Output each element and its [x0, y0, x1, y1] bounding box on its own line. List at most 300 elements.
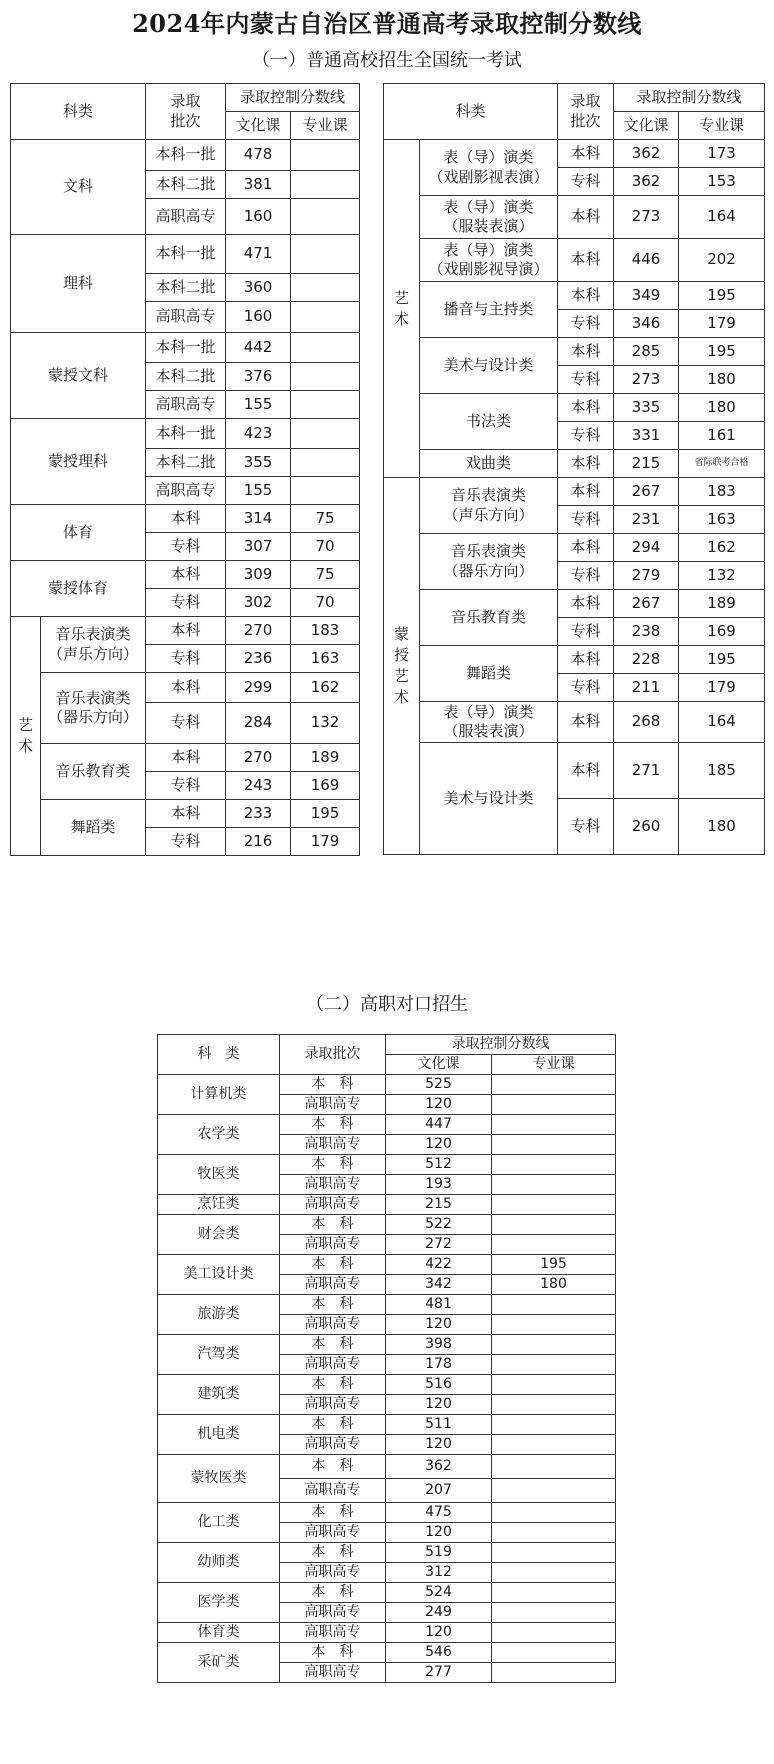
culture-score: 285 — [614, 338, 679, 366]
batch-cell: 高职高专 — [280, 1523, 386, 1543]
culture-score: 160 — [226, 302, 291, 333]
culture-score: 120 — [386, 1135, 492, 1155]
major-score: 183 — [679, 478, 765, 506]
major-score — [492, 1435, 616, 1455]
culture-score: 331 — [614, 422, 679, 450]
culture-score: 272 — [386, 1235, 492, 1255]
culture-score: 522 — [386, 1215, 492, 1235]
major-score — [492, 1415, 616, 1435]
vocational-category: 烹饪类 — [158, 1195, 280, 1215]
culture-score: 279 — [614, 562, 679, 590]
culture-score: 312 — [386, 1563, 492, 1583]
batch-cell: 专科 — [558, 674, 614, 702]
culture-score: 120 — [386, 1623, 492, 1643]
batch-cell: 本 科 — [280, 1115, 386, 1135]
batch-cell: 本科 — [558, 478, 614, 506]
batch-cell: 本科二批 — [146, 363, 226, 391]
vocational-table — [157, 1034, 616, 1683]
culture-score: 447 — [386, 1115, 492, 1135]
table-row — [11, 800, 360, 828]
culture-score: 516 — [386, 1375, 492, 1395]
table-row — [158, 1215, 616, 1235]
culture-score: 231 — [614, 506, 679, 534]
culture-score: 178 — [386, 1355, 492, 1375]
culture-score: 422 — [386, 1255, 492, 1275]
art-subcategory: 舞蹈类 — [41, 800, 146, 856]
major-score — [492, 1503, 616, 1523]
header-culture: 文化课 — [614, 112, 679, 140]
batch-cell: 专科 — [146, 703, 226, 744]
batch-cell: 本科一批 — [146, 419, 226, 449]
major-score: 180 — [679, 366, 765, 394]
culture-score: 273 — [614, 366, 679, 394]
vocational-category: 化工类 — [158, 1503, 280, 1543]
art-subcategory: 音乐表演类 （器乐方向） — [420, 534, 558, 590]
major-score — [492, 1479, 616, 1503]
table-row — [158, 1295, 616, 1315]
culture-score: 120 — [386, 1435, 492, 1455]
major-score — [492, 1075, 616, 1095]
batch-cell: 专科 — [558, 562, 614, 590]
table-row — [11, 561, 360, 589]
table-row — [158, 1643, 616, 1663]
batch-cell: 本科 — [558, 338, 614, 366]
header-score-line: 录取控制分数线 — [614, 84, 765, 112]
art-subcategory: 音乐表演类 （声乐方向） — [420, 478, 558, 534]
art-category: 艺 术 — [384, 140, 420, 478]
major-score: 173 — [679, 140, 765, 168]
major-score: 189 — [679, 590, 765, 618]
culture-score: 273 — [614, 196, 679, 239]
major-score: 161 — [679, 422, 765, 450]
culture-score: 238 — [614, 618, 679, 646]
culture-score: 362 — [614, 168, 679, 196]
culture-score: 233 — [226, 800, 291, 828]
table-row — [158, 1583, 616, 1603]
group-name: 体育 — [11, 505, 146, 561]
culture-score: 471 — [226, 235, 291, 274]
table-row — [11, 744, 360, 772]
batch-cell: 本科 — [146, 505, 226, 533]
batch-cell: 高职高专 — [280, 1355, 386, 1375]
batch-cell: 高职高专 — [146, 391, 226, 419]
header-culture: 文化课 — [386, 1055, 492, 1075]
culture-score: 478 — [226, 140, 291, 171]
major-score — [492, 1355, 616, 1375]
major-score — [291, 449, 360, 477]
major-score — [492, 1295, 616, 1315]
culture-score: 284 — [226, 703, 291, 744]
major-score — [492, 1623, 616, 1643]
culture-score: 155 — [226, 477, 291, 505]
table-row — [158, 1455, 616, 1479]
major-score: 179 — [679, 310, 765, 338]
major-score — [492, 1175, 616, 1195]
culture-score: 299 — [226, 673, 291, 703]
vocational-category: 体育类 — [158, 1623, 280, 1643]
art-subcategory: 音乐教育类 — [420, 590, 558, 646]
batch-cell: 专科 — [558, 168, 614, 196]
major-score: 202 — [679, 239, 765, 282]
header-major: 专业课 — [291, 112, 360, 140]
culture-score: 120 — [386, 1095, 492, 1115]
culture-score: 120 — [386, 1523, 492, 1543]
table-row — [158, 1503, 616, 1523]
culture-score: 160 — [226, 199, 291, 235]
major-score: 163 — [679, 506, 765, 534]
table-row — [158, 1623, 616, 1643]
batch-cell: 本 科 — [280, 1335, 386, 1355]
batch-cell: 高职高专 — [280, 1135, 386, 1155]
table-row — [11, 140, 360, 171]
general-exam-right-table — [383, 83, 765, 855]
vocational-category: 幼师类 — [158, 1543, 280, 1583]
vocational-category: 医学类 — [158, 1583, 280, 1623]
art-subcategory: 美术与设计类 — [420, 743, 558, 855]
batch-cell: 本科 — [558, 239, 614, 282]
batch-cell: 本 科 — [280, 1375, 386, 1395]
vocational-category: 蒙牧医类 — [158, 1455, 280, 1503]
batch-cell: 专科 — [146, 645, 226, 673]
vocational-category: 旅游类 — [158, 1295, 280, 1335]
culture-score: 525 — [386, 1075, 492, 1095]
batch-cell: 高职高专 — [146, 302, 226, 333]
major-score: 164 — [679, 196, 765, 239]
culture-score: 268 — [614, 702, 679, 743]
vocational-category: 财会类 — [158, 1215, 280, 1255]
art-subcategory: 表（导）演类 （服装表演） — [420, 702, 558, 743]
batch-cell: 本科 — [558, 450, 614, 478]
batch-cell: 本科二批 — [146, 274, 226, 302]
batch-cell: 高职高专 — [280, 1479, 386, 1503]
batch-cell: 高职高专 — [280, 1095, 386, 1115]
batch-cell: 专科 — [558, 799, 614, 855]
batch-cell: 本科 — [146, 617, 226, 645]
major-score — [291, 171, 360, 199]
major-score: 162 — [679, 534, 765, 562]
batch-cell: 本科 — [146, 561, 226, 589]
header-score-line: 录取控制分数线 — [386, 1035, 616, 1055]
batch-cell: 本科二批 — [146, 171, 226, 199]
major-score: 195 — [291, 800, 360, 828]
batch-cell: 专科 — [146, 772, 226, 800]
culture-score: 216 — [226, 828, 291, 856]
batch-cell: 高职高专 — [146, 199, 226, 235]
culture-score: 193 — [386, 1175, 492, 1195]
major-score: 195 — [679, 646, 765, 674]
art-subcategory: 表（导）演类 （服装表演） — [420, 196, 558, 239]
major-score — [492, 1095, 616, 1115]
culture-score: 267 — [614, 590, 679, 618]
culture-score: 481 — [386, 1295, 492, 1315]
major-score — [492, 1335, 616, 1355]
culture-score: 294 — [614, 534, 679, 562]
batch-cell: 专科 — [558, 422, 614, 450]
art-subcategory: 播音与主持类 — [420, 282, 558, 338]
major-score: 195 — [679, 338, 765, 366]
vocational-category: 农学类 — [158, 1115, 280, 1155]
major-score — [492, 1115, 616, 1135]
batch-cell: 本科 — [146, 744, 226, 772]
major-score: 195 — [679, 282, 765, 310]
table-row — [384, 743, 765, 799]
batch-cell: 高职高专 — [146, 477, 226, 505]
major-score — [492, 1583, 616, 1603]
major-score — [291, 333, 360, 363]
major-score — [291, 199, 360, 235]
culture-score: 349 — [614, 282, 679, 310]
major-score: 162 — [291, 673, 360, 703]
major-score — [492, 1155, 616, 1175]
header-subject: 科类 — [384, 84, 558, 140]
table-row — [384, 239, 765, 282]
major-score — [291, 235, 360, 274]
culture-score: 512 — [386, 1155, 492, 1175]
batch-cell: 本 科 — [280, 1503, 386, 1523]
table-row — [384, 196, 765, 239]
batch-cell: 专科 — [558, 310, 614, 338]
header-major: 专业课 — [492, 1055, 616, 1075]
culture-score: 307 — [226, 533, 291, 561]
major-score: 省际联考合格 — [679, 450, 765, 478]
major-score: 163 — [291, 645, 360, 673]
art-category: 艺 术 — [11, 617, 41, 856]
culture-score: 398 — [386, 1335, 492, 1355]
major-score — [291, 140, 360, 171]
culture-score: 381 — [226, 171, 291, 199]
culture-score: 346 — [614, 310, 679, 338]
table-row — [11, 333, 360, 363]
culture-score: 342 — [386, 1275, 492, 1295]
major-score: 180 — [679, 799, 765, 855]
table-row — [384, 534, 765, 562]
header-subject: 科类 — [11, 84, 146, 140]
culture-score: 249 — [386, 1603, 492, 1623]
major-score: 153 — [679, 168, 765, 196]
group-name: 蒙授理科 — [11, 419, 146, 505]
section1-title: （一）普通高校招生全国统一考试 — [252, 50, 522, 71]
major-score — [492, 1195, 616, 1215]
batch-cell: 专科 — [146, 828, 226, 856]
table-row — [384, 140, 765, 168]
batch-cell: 专科 — [558, 618, 614, 646]
major-score — [492, 1643, 616, 1663]
major-score — [291, 477, 360, 505]
culture-score: 215 — [386, 1195, 492, 1215]
culture-score: 120 — [386, 1395, 492, 1415]
table-row — [11, 617, 360, 645]
table-row — [158, 1543, 616, 1563]
table-row — [384, 646, 765, 674]
major-score — [492, 1215, 616, 1235]
batch-cell: 高职高专 — [280, 1275, 386, 1295]
major-score: 169 — [679, 618, 765, 646]
major-score: 70 — [291, 589, 360, 617]
group-name: 蒙授文科 — [11, 333, 146, 419]
vocational-category: 汽驾类 — [158, 1335, 280, 1375]
culture-score: 277 — [386, 1663, 492, 1683]
batch-cell: 本科 — [558, 590, 614, 618]
batch-cell: 本科 — [146, 800, 226, 828]
header-major: 专业课 — [679, 112, 765, 140]
table-row — [158, 1035, 616, 1055]
batch-cell: 本 科 — [280, 1215, 386, 1235]
table-row — [11, 419, 360, 449]
table-row — [384, 478, 765, 506]
major-score: 75 — [291, 561, 360, 589]
major-score — [492, 1375, 616, 1395]
major-score: 183 — [291, 617, 360, 645]
culture-score: 524 — [386, 1583, 492, 1603]
major-score — [492, 1523, 616, 1543]
major-score: 164 — [679, 702, 765, 743]
vocational-category: 建筑类 — [158, 1375, 280, 1415]
major-score — [291, 419, 360, 449]
culture-score: 355 — [226, 449, 291, 477]
batch-cell: 高职高专 — [280, 1563, 386, 1583]
major-score — [492, 1395, 616, 1415]
major-score — [492, 1563, 616, 1583]
culture-score: 228 — [614, 646, 679, 674]
culture-score: 236 — [226, 645, 291, 673]
culture-score: 271 — [614, 743, 679, 799]
table-row — [384, 282, 765, 310]
batch-cell: 高职高专 — [280, 1603, 386, 1623]
art-subcategory: 表（导）演类 （戏剧影视表演） — [420, 140, 558, 196]
culture-score: 335 — [614, 394, 679, 422]
culture-score: 423 — [226, 419, 291, 449]
table-row — [158, 1335, 616, 1355]
group-name: 蒙授体育 — [11, 561, 146, 617]
batch-cell: 高职高专 — [280, 1235, 386, 1255]
culture-score: 475 — [386, 1503, 492, 1523]
batch-cell: 本科 — [558, 702, 614, 743]
page-title: 2024年内蒙古自治区普通高考录取控制分数线 — [132, 9, 642, 38]
art-subcategory: 表（导）演类 （戏剧影视导演） — [420, 239, 558, 282]
culture-score: 302 — [226, 589, 291, 617]
table-row — [384, 338, 765, 366]
table-row — [384, 84, 765, 112]
table-row — [384, 590, 765, 618]
header-culture: 文化课 — [226, 112, 291, 140]
table-row — [158, 1155, 616, 1175]
culture-score: 207 — [386, 1479, 492, 1503]
major-score — [492, 1543, 616, 1563]
batch-cell: 本科一批 — [146, 235, 226, 274]
culture-score: 546 — [386, 1643, 492, 1663]
vocational-category: 机电类 — [158, 1415, 280, 1455]
batch-cell: 专科 — [146, 589, 226, 617]
table-row — [11, 673, 360, 703]
major-score: 180 — [492, 1275, 616, 1295]
batch-cell: 高职高专 — [280, 1623, 386, 1643]
major-score — [492, 1235, 616, 1255]
batch-cell: 本 科 — [280, 1583, 386, 1603]
table-row — [384, 394, 765, 422]
batch-cell: 本科 — [146, 673, 226, 703]
table-row — [11, 84, 360, 112]
header-subject: 科 类 — [158, 1035, 280, 1075]
batch-cell: 高职高专 — [280, 1435, 386, 1455]
table-row — [11, 235, 360, 274]
major-score — [291, 391, 360, 419]
culture-score: 243 — [226, 772, 291, 800]
batch-cell: 本 科 — [280, 1543, 386, 1563]
table-row — [158, 1075, 616, 1095]
major-score: 189 — [291, 744, 360, 772]
culture-score: 215 — [614, 450, 679, 478]
general-exam-left-table — [10, 83, 360, 856]
table-row — [158, 1415, 616, 1435]
culture-score: 511 — [386, 1415, 492, 1435]
major-score: 195 — [492, 1255, 616, 1275]
art-subcategory: 音乐教育类 — [41, 744, 146, 800]
major-score — [492, 1315, 616, 1335]
batch-cell: 本 科 — [280, 1643, 386, 1663]
vocational-category: 牧医类 — [158, 1155, 280, 1195]
major-score: 179 — [679, 674, 765, 702]
table-row — [158, 1375, 616, 1395]
major-score: 179 — [291, 828, 360, 856]
art-subcategory: 音乐表演类 （声乐方向） — [41, 617, 146, 673]
art-subcategory: 音乐表演类 （器乐方向） — [41, 673, 146, 744]
art-subcategory: 舞蹈类 — [420, 646, 558, 702]
header-batch: 录取 批次 — [146, 84, 226, 140]
batch-cell: 本 科 — [280, 1255, 386, 1275]
culture-score: 270 — [226, 744, 291, 772]
batch-cell: 专科 — [146, 533, 226, 561]
major-score — [492, 1603, 616, 1623]
table-row — [158, 1115, 616, 1135]
batch-cell: 高职高专 — [280, 1663, 386, 1683]
batch-cell: 本 科 — [280, 1415, 386, 1435]
batch-cell: 本科二批 — [146, 449, 226, 477]
major-score — [291, 302, 360, 333]
batch-cell: 专科 — [558, 506, 614, 534]
culture-score: 376 — [226, 363, 291, 391]
batch-cell: 高职高专 — [280, 1395, 386, 1415]
batch-cell: 本科 — [558, 743, 614, 799]
batch-cell: 高职高专 — [280, 1315, 386, 1335]
major-score: 169 — [291, 772, 360, 800]
culture-score: 155 — [226, 391, 291, 419]
batch-cell: 本科 — [558, 646, 614, 674]
art-subcategory: 美术与设计类 — [420, 338, 558, 394]
major-score: 180 — [679, 394, 765, 422]
culture-score: 442 — [226, 333, 291, 363]
major-score: 75 — [291, 505, 360, 533]
batch-cell: 本 科 — [280, 1155, 386, 1175]
header-batch: 录取批次 — [280, 1035, 386, 1075]
culture-score: 446 — [614, 239, 679, 282]
mongol-art-category: 蒙 授 艺 术 — [384, 478, 420, 855]
art-subcategory: 戏曲类 — [420, 450, 558, 478]
batch-cell: 本科 — [558, 394, 614, 422]
major-score: 132 — [291, 703, 360, 744]
culture-score: 314 — [226, 505, 291, 533]
batch-cell: 本科 — [558, 282, 614, 310]
batch-cell: 本科 — [558, 196, 614, 239]
vocational-category: 计算机类 — [158, 1075, 280, 1115]
major-score — [291, 363, 360, 391]
culture-score: 362 — [614, 140, 679, 168]
section2-title: （二）高职对口招生 — [306, 994, 468, 1015]
batch-cell: 本科一批 — [146, 140, 226, 171]
major-score: 70 — [291, 533, 360, 561]
culture-score: 362 — [386, 1455, 492, 1479]
culture-score: 211 — [614, 674, 679, 702]
vocational-category: 采矿类 — [158, 1643, 280, 1683]
